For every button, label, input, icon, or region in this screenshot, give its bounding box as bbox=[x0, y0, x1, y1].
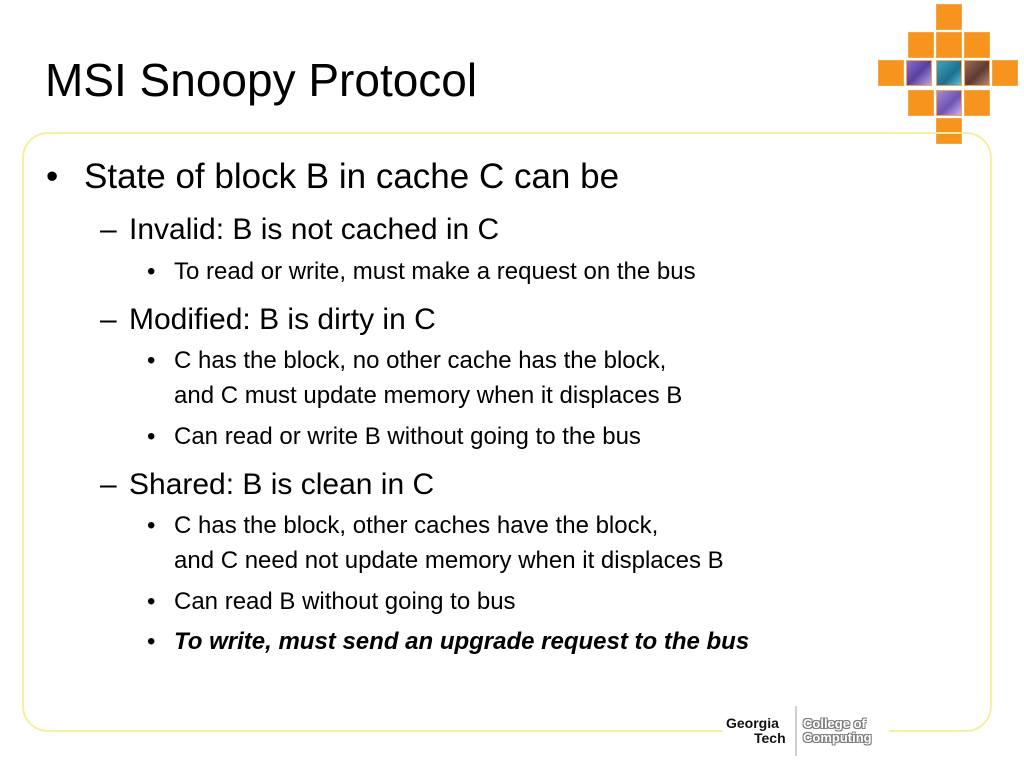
bullet-text: Can read B without going to bus bbox=[174, 588, 516, 615]
college-of-computing-wordmark bbox=[797, 706, 889, 756]
bullet-text: Modified: B is dirty in C bbox=[129, 303, 436, 336]
tile-icon bbox=[992, 60, 1018, 86]
dash-marker-icon: – bbox=[100, 213, 117, 246]
tile-icon bbox=[936, 32, 962, 58]
chip-image-tile-icon bbox=[906, 60, 932, 86]
logo-line-tech: Tech bbox=[754, 730, 786, 746]
slide-title: MSI Snoopy Protocol bbox=[45, 54, 478, 106]
bullet-text: C has the block, other caches have the block, bbox=[174, 512, 659, 539]
chip-image-tile-icon bbox=[936, 90, 962, 116]
bullet-text: Can read or write B without going to the bus bbox=[174, 423, 641, 450]
tile-icon bbox=[964, 90, 990, 116]
bullet-marker-icon: • bbox=[147, 588, 156, 615]
tile-icon bbox=[908, 90, 934, 116]
bullet-marker-icon: • bbox=[147, 347, 156, 374]
bullet-text: and C must update memory when it displaces B bbox=[174, 382, 683, 409]
bullet-marker-icon: • bbox=[147, 423, 156, 450]
chip-image-tile-icon bbox=[964, 60, 990, 86]
logo-line-college-of: College of bbox=[803, 716, 866, 731]
georgia-tech-wordmark bbox=[723, 706, 795, 756]
tile-icon bbox=[964, 32, 990, 58]
dash-marker-icon: – bbox=[100, 468, 117, 501]
tile-icon bbox=[878, 60, 904, 86]
bullet-text: Invalid: B is not cached in C bbox=[129, 213, 500, 246]
bullet-text: State of block B in cache C can be bbox=[84, 157, 620, 196]
logo-line-georgia: Georgia bbox=[726, 715, 779, 731]
dash-marker-icon: – bbox=[100, 303, 117, 336]
bullet-marker-icon: • bbox=[147, 258, 156, 285]
tile-icon bbox=[936, 4, 962, 30]
bullet-text: To read or write, must make a request on the bus bbox=[174, 258, 696, 285]
bullet-text: C has the block, no other cache has the block, bbox=[174, 347, 667, 374]
bullet-marker-icon: • bbox=[147, 628, 156, 655]
bullet-text: Shared: B is clean in C bbox=[129, 468, 435, 501]
college-logo bbox=[723, 706, 889, 756]
logo-line-computing: Computing bbox=[803, 730, 872, 745]
chip-image-tile-icon bbox=[936, 60, 962, 86]
tile-icon bbox=[908, 32, 934, 58]
bullet-text: and C need not update memory when it displaces B bbox=[174, 547, 724, 574]
bullet-marker-icon: • bbox=[147, 512, 156, 539]
bullet-text: To write, must send an upgrade request to the bus bbox=[174, 628, 750, 655]
bullet-marker-icon: • bbox=[46, 157, 59, 196]
